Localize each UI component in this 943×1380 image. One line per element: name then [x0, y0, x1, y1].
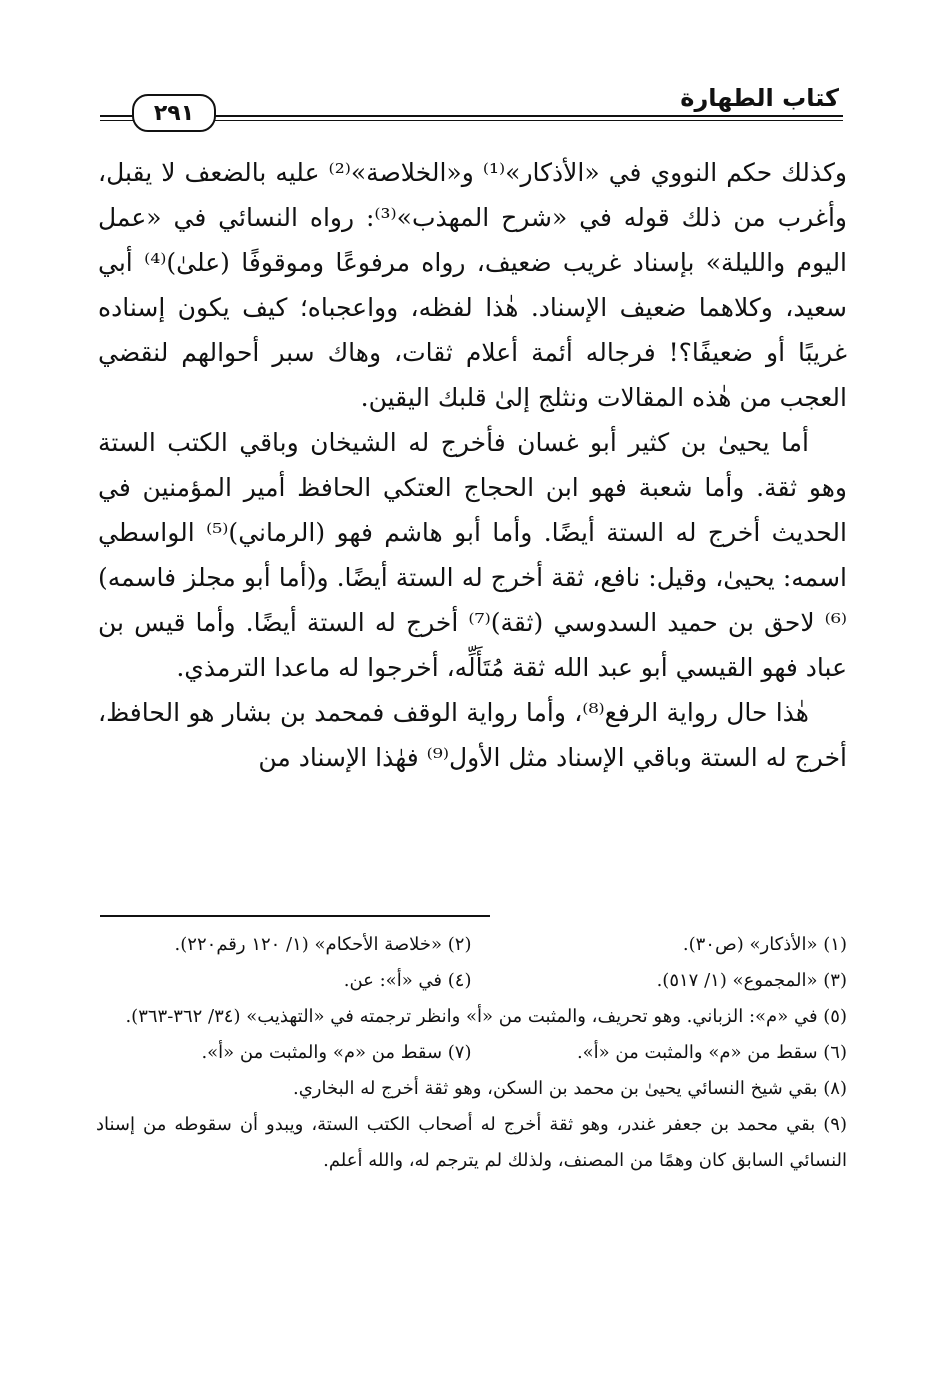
paragraph: أما يحيىٰ بن كثير أبو غسان فأخرج له الشيخان وباقي الكتب الستة وهو ثقة. وأما شعبة فهو ابن الحجاج العتكي الحافظ أمير المؤمنين في الحديث أخرج له الستة أيضًا. وأما أبو هاشم فهو (الرماني)⁽⁵⁾ الواسطي اسمه: يحيىٰ، وقيل: نافع، ثقة أخرج له الستة أيضًا. و(أما أبو مجلز فاسمه)⁽⁶⁾ لاحق بن حميد السدوسي (ثقة)⁽⁷⁾ أخرج له الستة أيضًا. وأما قيس بن عباد فهو القيسي أبو عبد الله ثقة مُتَأَلِّه، أخرجوا له ماعدا الترمذي.: [98, 428, 847, 682]
footnote-row: [96, 927, 847, 963]
footnote: (٨) بقي شيخ النسائي يحيىٰ بن محمد بن السكن، وهو ثقة أخرج له البخاري.: [292, 1078, 847, 1099]
footnote: (١) «الأذكار» (ص٣٠).: [682, 934, 847, 955]
footnote: (٤) في «أ»: عن.: [343, 970, 472, 991]
footnote: (٥) في «م»: الزباني. وهو تحريف، والمثبت من «أ» وانظر ترجمته في «التهذيب» (٣٤/ ٣٦٢-٣٦٣).: [125, 1006, 847, 1027]
running-header: [100, 80, 843, 130]
footnotes: [96, 927, 847, 1179]
chapter-title: كتاب الطهارة: [680, 84, 839, 112]
footnote: (٢) «خلاصة الأحكام» (١/ ١٢٠ رقم٢٢٠).: [174, 934, 472, 955]
main-text: [98, 150, 847, 780]
footnote: (٩) بقي محمد بن جعفر غندر، وهو ثقة أخرج له أصحاب الكتب الستة، ويبدو أن سقوطه من إسناد النسائي السابق كان وهمًا من المصنف، ولذلك لم يترجم له، والله أعلم.: [96, 1114, 847, 1171]
footnote: (٣) «المجموع» (١/ ٥١٧).: [656, 970, 847, 991]
footnote-row: [96, 963, 847, 999]
footnote: (٧) سقط من «م» والمثبت من «أ».: [201, 1042, 472, 1063]
paragraph: وكذلك حكم النووي في «الأذكار»⁽¹⁾ و«الخلاصة»⁽²⁾ عليه بالضعف لا يقبل، وأغرب من ذلك قوله في «شرح المهذب»⁽³⁾: رواه النسائي في «عمل اليوم والليلة» بإسناد غريب ضعيف، رواه مرفوعًا وموقوفًا (علىٰ)⁽⁴⁾ أبي سعيد، وكلاهما ضعيف الإسناد. هٰذا لفظه، وواعجباه؛ كيف يكون إسناده غريبًا أو ضعيفًا؟! فرجاله أئمة أعلام ثقات، وهاك سبر أحوالهم لنقضي العجب من هٰذه المقالات ونثلج إلىٰ قلبك اليقين.: [98, 158, 848, 412]
page-number: ٢٩١: [132, 94, 216, 132]
footnote: (٦) سقط من «م» والمثبت من «أ».: [576, 1042, 847, 1063]
footnote-separator: [100, 915, 490, 917]
footnote-row: [96, 1035, 847, 1071]
paragraph: هٰذا حال رواية الرفع⁽⁸⁾، وأما رواية الوقف فمحمد بن بشار هو الحافظ، أخرج له الستة وباقي الإسناد مثل الأول⁽⁹⁾ فهٰذا الإسناد من: [98, 698, 847, 772]
